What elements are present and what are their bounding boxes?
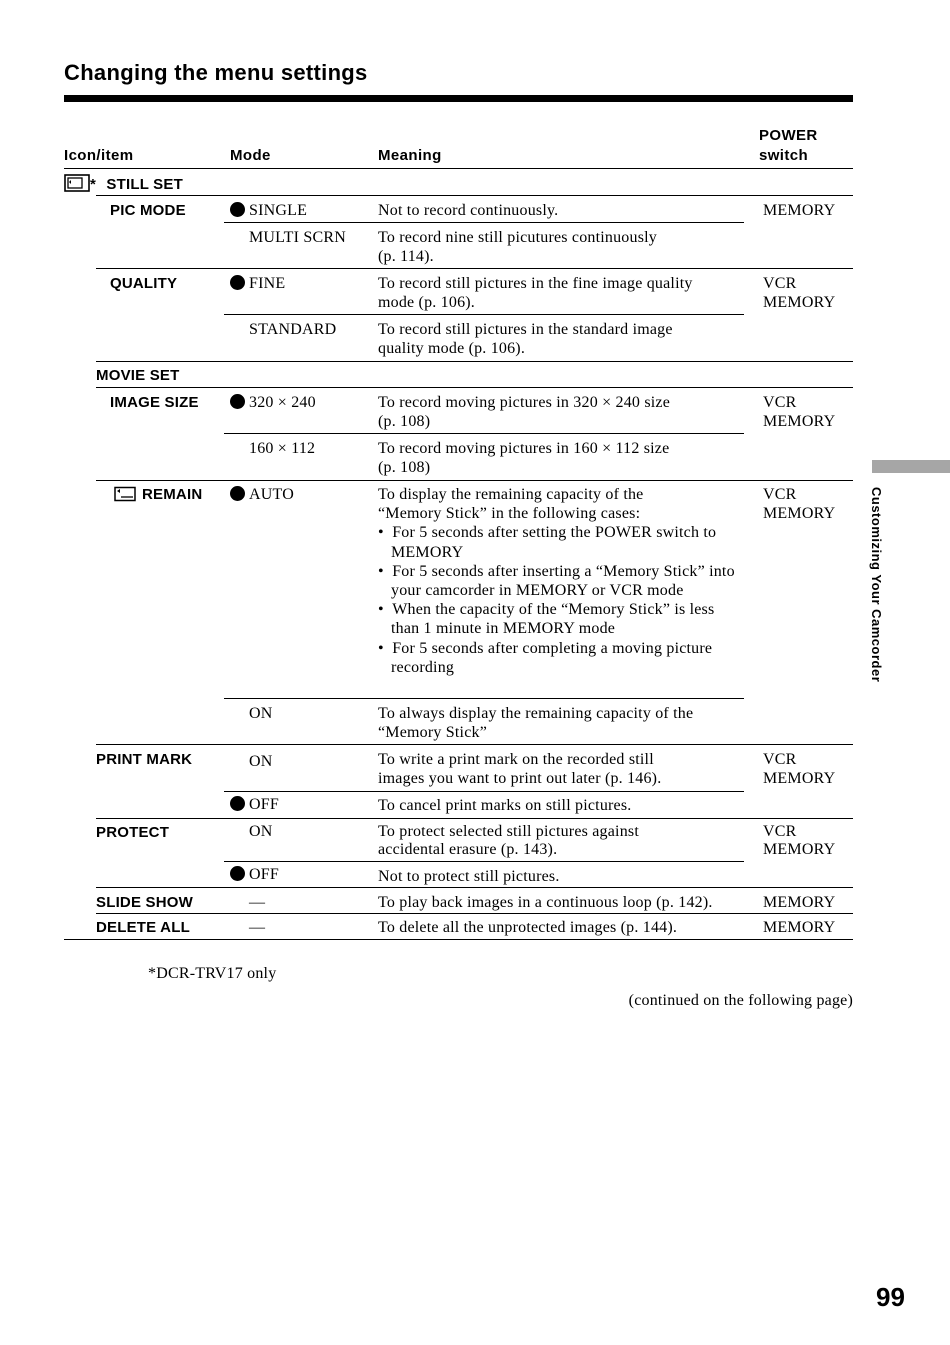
meaning-line: To protect selected still pictures against (378, 823, 639, 840)
column-header-power-line2: switch (759, 147, 809, 164)
power-line: VCR (763, 823, 797, 840)
row-rule (96, 818, 853, 819)
still-set-heading (64, 174, 183, 197)
row-rule (224, 861, 744, 862)
meaning-line: To record moving pictures in 320 × 240 size (378, 394, 670, 411)
meaning-line: To record nine still picutures continuously (378, 229, 657, 246)
meaning-line: To record moving pictures in 160 × 112 size (378, 440, 670, 457)
heading-rule (64, 95, 853, 102)
bullet-item: • For 5 seconds after inserting a “Memory Stick” into your camcorder in MEMORY or VCR mode (378, 562, 735, 600)
power-line: MEMORY (763, 294, 836, 312)
meaning-line: To display the remaining capacity of the (378, 486, 644, 503)
bullet-item: • When the capacity of the “Memory Stick” is less than 1 minute in MEMORY mode (378, 601, 715, 638)
mode-value: — (249, 894, 266, 911)
mode-value: FINE (249, 275, 286, 292)
quality-power (763, 274, 853, 312)
power-line: MEMORY (763, 413, 836, 431)
protect-meaning1 (378, 823, 744, 859)
meaning-line: (p. 108) (378, 459, 431, 477)
meaning-line: (p. 108) (378, 413, 431, 431)
row-rule (96, 744, 853, 745)
pic-mode-label: PIC MODE (110, 202, 186, 219)
mode-value: STANDARD (249, 321, 337, 338)
remain-label-text: REMAIN (142, 486, 203, 503)
power-line: VCR (763, 486, 797, 503)
row-rule (224, 698, 744, 699)
memory-stick-icon (114, 486, 136, 507)
slide-show-mode (230, 893, 265, 912)
remain-on (230, 704, 273, 723)
column-header-meaning: Meaning (378, 147, 442, 164)
row-rule (96, 913, 853, 914)
power-line: MEMORY (763, 505, 836, 523)
column-header-icon-item: Icon/item (64, 147, 134, 164)
footnote: *DCR-TRV17 only (148, 965, 277, 982)
power-line: VCR (763, 275, 797, 292)
meaning-line: “Memory Stick” in the following cases: (378, 505, 641, 523)
row-rule (96, 361, 853, 362)
mode-value: AUTO (249, 486, 294, 503)
column-header-power-line1: POWER (759, 127, 818, 144)
pic-mode-power: MEMORY (763, 202, 836, 219)
section-tab-marker (872, 460, 950, 473)
print-mark-label: PRINT MARK (96, 751, 193, 768)
bullet-text: For 5 seconds after inserting a “Memory Stick” into your camcorder in MEMORY or VCR mode (391, 562, 735, 600)
bullet-text: For 5 seconds after setting the POWER switch to MEMORY (391, 524, 717, 561)
bullet-item: • For 5 seconds after completing a moving picture recording (378, 639, 713, 676)
slide-show-meaning: To play back images in a continuous loop (p. 142). (378, 894, 713, 911)
protect-on (230, 822, 273, 841)
pic-mode-meaning2 (378, 228, 744, 266)
default-marker-icon (230, 202, 245, 217)
mode-value: SINGLE (249, 202, 308, 219)
quality-label: QUALITY (110, 275, 178, 292)
still-set-label: STILL SET (106, 176, 183, 193)
meaning-line: mode (p. 106). (378, 294, 476, 312)
power-line: VCR (763, 751, 797, 768)
row-rule (96, 887, 853, 888)
quality-meaning2 (378, 320, 744, 358)
image-size-meaning2 (378, 439, 744, 477)
page-number: 99 (876, 1282, 905, 1312)
row-rule (224, 433, 744, 434)
mode-value: — (249, 919, 266, 936)
bullet-item: • For 5 seconds after setting the POWER switch to MEMORY (378, 524, 717, 561)
default-marker-icon (230, 394, 245, 409)
column-header-mode: Mode (230, 147, 271, 164)
image-size-meaning1 (378, 393, 744, 431)
movie-set-heading: MOVIE SET (96, 367, 180, 384)
image-size-160 (230, 439, 315, 458)
default-marker-icon (230, 486, 245, 501)
mode-value: OFF (249, 796, 279, 813)
default-marker-icon (230, 866, 245, 881)
protect-off (230, 865, 279, 884)
remain-power (763, 485, 853, 523)
memory-card-icon (64, 174, 90, 197)
bullet-text: For 5 seconds after completing a moving picture recording (391, 639, 713, 676)
continued-note: (continued on the following page) (628, 992, 853, 1009)
print-mark-meaning1 (378, 750, 744, 788)
power-line: MEMORY (763, 841, 836, 858)
meaning-line: (p. 114). (378, 248, 434, 266)
row-rule (224, 791, 744, 792)
meaning-line: images you want to print out later (p. 146). (378, 770, 662, 788)
page-heading: Changing the menu settings (64, 60, 368, 85)
delete-all-mode (230, 918, 265, 937)
meaning-line: “Memory Stick” (378, 724, 487, 742)
print-mark-on (230, 752, 273, 771)
pic-mode-multi-scrn (230, 228, 346, 247)
bullet-text: When the capacity of the “Memory Stick” is less than 1 minute in MEMORY mode (391, 601, 715, 638)
image-size-label: IMAGE SIZE (110, 394, 199, 411)
row-rule (96, 268, 853, 269)
row-rule (96, 387, 853, 388)
remain-auto (230, 485, 294, 504)
meaning-line: To record still pictures in the fine image quality (378, 275, 693, 292)
quality-meaning1 (378, 274, 744, 312)
image-size-320 (230, 393, 316, 412)
mode-value: 160 × 112 (249, 440, 316, 457)
header-rule (64, 168, 853, 169)
still-set-mark: * (90, 176, 97, 193)
protect-meaning2: Not to protect still pictures. (378, 868, 560, 885)
meaning-line: To always display the remaining capacity of the (378, 705, 694, 722)
print-mark-off (230, 795, 279, 814)
mode-value: OFF (249, 866, 279, 883)
column-header-power-switch (759, 126, 818, 166)
delete-all-meaning: To delete all the unprotected images (p. 144). (378, 919, 678, 936)
row-rule (224, 314, 744, 315)
row-rule (224, 222, 744, 223)
meaning-line: accidental erasure (p. 143). (378, 841, 558, 858)
power-line: VCR (763, 394, 797, 411)
delete-all-power: MEMORY (763, 919, 836, 936)
slide-show-power: MEMORY (763, 894, 836, 911)
quality-standard (230, 320, 336, 339)
power-line: MEMORY (763, 770, 836, 788)
pic-mode-single (230, 201, 307, 220)
remain-meaning2 (378, 704, 744, 742)
mode-value: ON (249, 753, 273, 770)
mode-value: MULTI SCRN (249, 229, 346, 246)
section-side-text: Customizing Your Camcorder (869, 487, 884, 683)
meaning-line: To write a print mark on the recorded still (378, 751, 654, 768)
slide-show-label: SLIDE SHOW (96, 894, 194, 911)
meaning-line: quality mode (p. 106). (378, 340, 526, 358)
default-marker-icon (230, 796, 245, 811)
default-marker-icon (230, 275, 245, 290)
print-mark-power (763, 750, 853, 788)
pic-mode-meaning1: Not to record continuously. (378, 202, 559, 219)
table-bottom-rule (64, 939, 853, 940)
image-size-power (763, 393, 853, 431)
row-rule (96, 480, 853, 481)
meaning-line: To record still pictures in the standard image (378, 321, 673, 338)
remain-label (114, 485, 202, 507)
quality-fine (230, 274, 285, 293)
mode-value: ON (249, 823, 273, 840)
mode-value: ON (249, 705, 273, 722)
protect-label: PROTECT (96, 824, 170, 841)
print-mark-meaning2: To cancel print marks on still pictures. (378, 797, 632, 814)
section-side-label (870, 487, 890, 747)
mode-value: 320 × 240 (249, 394, 316, 411)
protect-power (763, 823, 853, 859)
remain-meaning1 (378, 485, 744, 677)
delete-all-label: DELETE ALL (96, 919, 190, 936)
row-rule (96, 195, 853, 196)
